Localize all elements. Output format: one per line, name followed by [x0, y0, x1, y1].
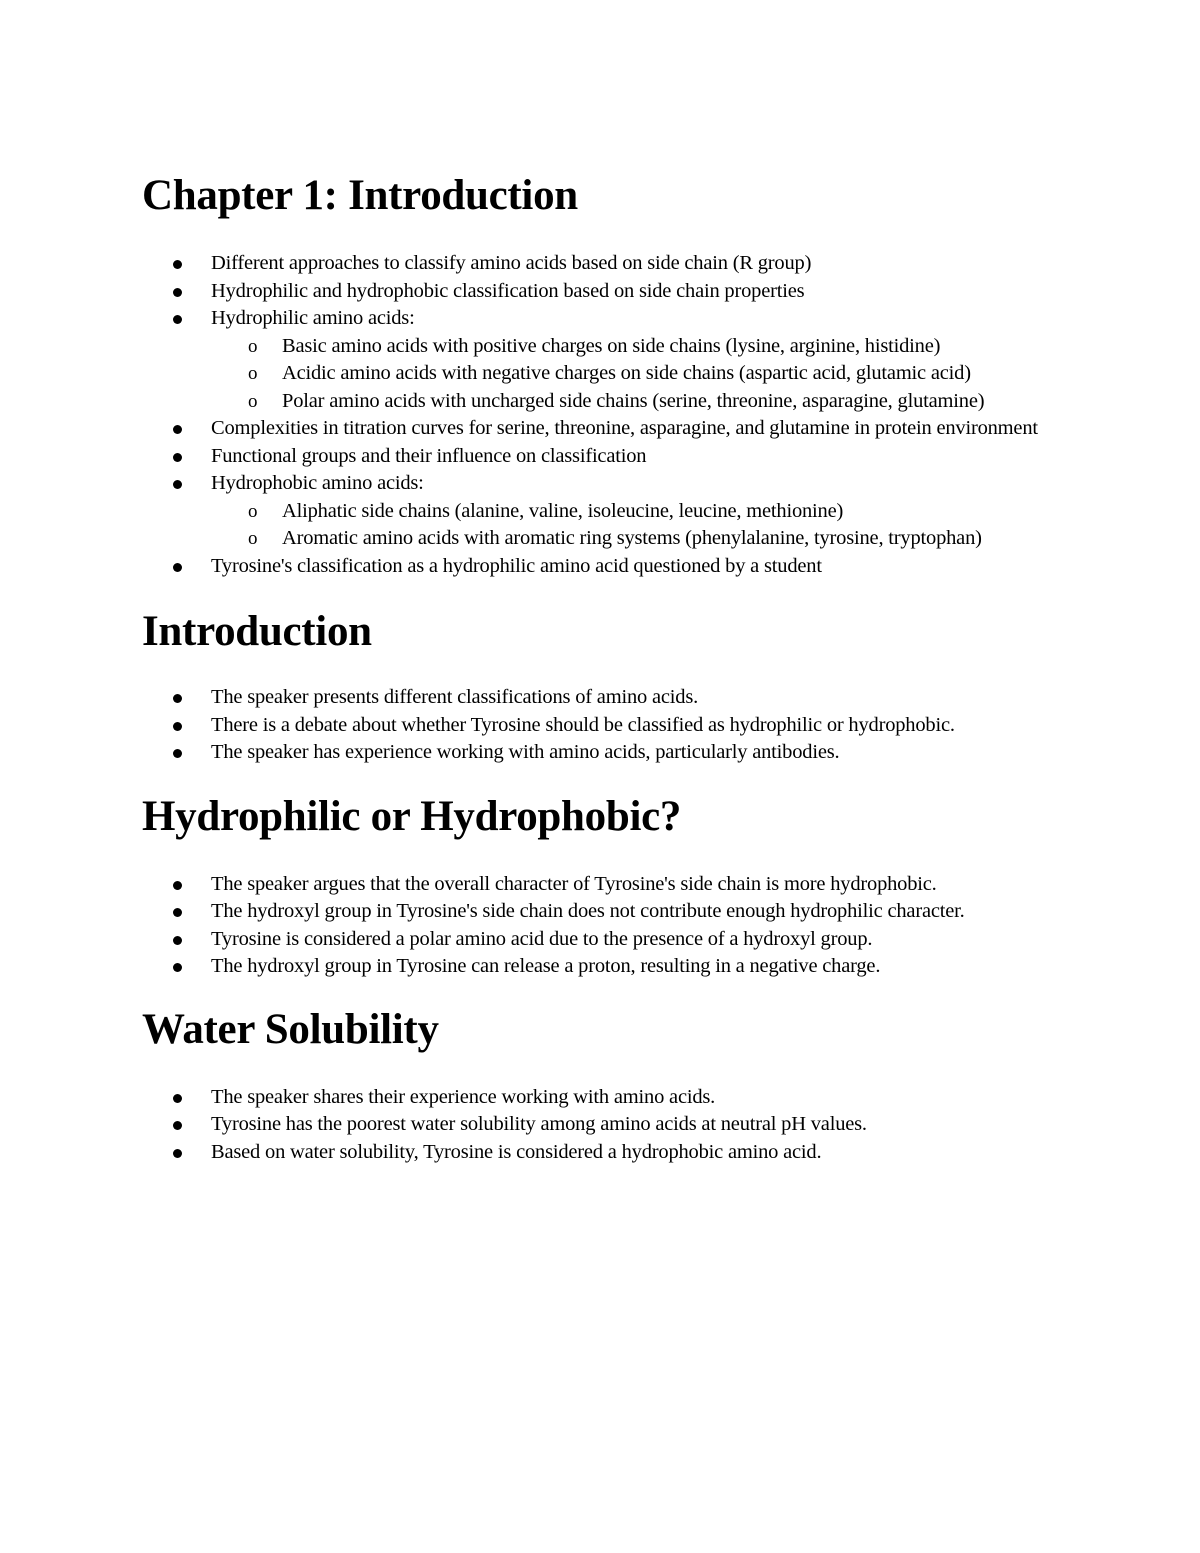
bullet-icon: [173, 936, 182, 945]
sub-bullet-list: [211, 498, 1072, 553]
bullet-icon: [173, 425, 182, 434]
hollow-bullet-icon: o: [248, 528, 258, 549]
section-chapter-1: [142, 168, 1072, 580]
list-item: Tyrosine's classification as a hydrophilic amino acid questioned by a student: [142, 553, 1072, 581]
bullet-icon: [173, 1149, 182, 1158]
hollow-bullet-icon: o: [248, 390, 258, 412]
list-item: The speaker has experience working with amino acids, particularly antibodies.: [142, 739, 1072, 767]
sub-list-item: o Acidic amino acids with negative charges on side chains (aspartic acid, glutamic acid): [211, 360, 1072, 388]
list-item: Tyrosine has the poorest water solubility among amino acids at neutral pH values.: [142, 1111, 1072, 1139]
bullet-icon: [173, 722, 182, 731]
heading-hydrophilic-or-hydrophobic: Hydrophilic or Hydrophobic?: [142, 792, 682, 840]
section-water-solubility: [142, 1002, 1072, 1167]
list-item: Complexities in titration curves for serine, threonine, asparagine, and glutamine in protein environment: [142, 415, 1072, 443]
bullet-icon: [173, 453, 182, 462]
sub-bullet-list: [211, 333, 1072, 416]
sub-list-item: o Aliphatic side chains (alanine, valine, isoleucine, leucine, methionine): [211, 498, 1072, 526]
hollow-bullet-icon: o: [248, 500, 258, 522]
bullet-icon: [173, 749, 182, 758]
bullet-list: [142, 684, 1072, 767]
bullet-icon: [173, 1094, 182, 1103]
bullet-icon: [173, 288, 182, 297]
bullet-icon: [173, 563, 182, 572]
list-item: The hydroxyl group in Tyrosine's side chain does not contribute enough hydrophilic character.: [142, 898, 1072, 926]
sub-list-item: o Aromatic amino acids with aromatic ring systems (phenylalanine, tyrosine, tryptophan): [211, 525, 1072, 553]
bullet-icon: [173, 881, 182, 890]
bullet-list: [142, 250, 1072, 580]
hollow-bullet-icon: o: [248, 335, 258, 357]
bullet-icon: [173, 908, 182, 917]
list-item: The hydroxyl group in Tyrosine can release a proton, resulting in a negative charge.: [142, 953, 1072, 981]
heading-introduction: Introduction: [142, 608, 372, 655]
hollow-bullet-icon: o: [248, 363, 258, 384]
list-item: Functional groups and their influence on classification: [142, 443, 1072, 471]
list-item: Hydrophilic and hydrophobic classification based on side chain properties: [142, 278, 1072, 306]
section-hydrophilic-or-hydrophobic: [142, 789, 1072, 981]
bullet-icon: [173, 260, 182, 269]
list-item: Hydrophobic amino acids: o Aliphatic side chains (alanine, valine, isoleucine, leucine, methionine) o Aromatic amino acids with aromatic ring systems (phenylalanine, tyrosine, tryptophan): [142, 470, 1072, 553]
heading-water-solubility: Water Solubility: [142, 1005, 439, 1053]
bullet-icon: [173, 963, 182, 972]
heading-chapter-1: Chapter 1: Introduction: [142, 172, 578, 219]
list-item: The speaker presents different classifications of amino acids.: [142, 684, 1072, 712]
list-item: Hydrophilic amino acids: o Basic amino acids with positive charges on side chains (lysine, arginine, histidine) o Acidic amino acids with negative charges on side chains (aspartic acid, glutamic acid) o Polar amino acids with uncharged side chains (serine, threonine, asparagine, glutamine): [142, 305, 1072, 415]
section-introduction: [142, 604, 1072, 767]
sublist-wrapper: [142, 498, 1072, 553]
sub-list-item: o Polar amino acids with uncharged side chains (serine, threonine, asparagine, glutamine): [211, 388, 1072, 416]
bullet-list: [142, 871, 1072, 981]
list-item: Tyrosine is considered a polar amino acid due to the presence of a hydroxyl group.: [142, 926, 1072, 954]
bullet-icon: [173, 1121, 182, 1130]
list-item: The speaker argues that the overall character of Tyrosine's side chain is more hydrophobic.: [142, 871, 1072, 899]
list-item: Based on water solubility, Tyrosine is considered a hydrophobic amino acid.: [142, 1139, 1072, 1167]
bullet-icon: [173, 694, 182, 703]
sublist-wrapper: [142, 333, 1072, 416]
list-item: There is a debate about whether Tyrosine should be classified as hydrophilic or hydrophobic.: [142, 712, 1072, 740]
sub-list-item: o Basic amino acids with positive charges on side chains (lysine, arginine, histidine): [211, 333, 1072, 361]
list-item: The speaker shares their experience working with amino acids.: [142, 1084, 1072, 1112]
document-page: [142, 168, 1072, 1166]
list-item: Different approaches to classify amino acids based on side chain (R group): [142, 250, 1072, 278]
bullet-icon: [173, 315, 182, 324]
bullet-icon: [173, 480, 182, 489]
bullet-list: [142, 1084, 1072, 1167]
